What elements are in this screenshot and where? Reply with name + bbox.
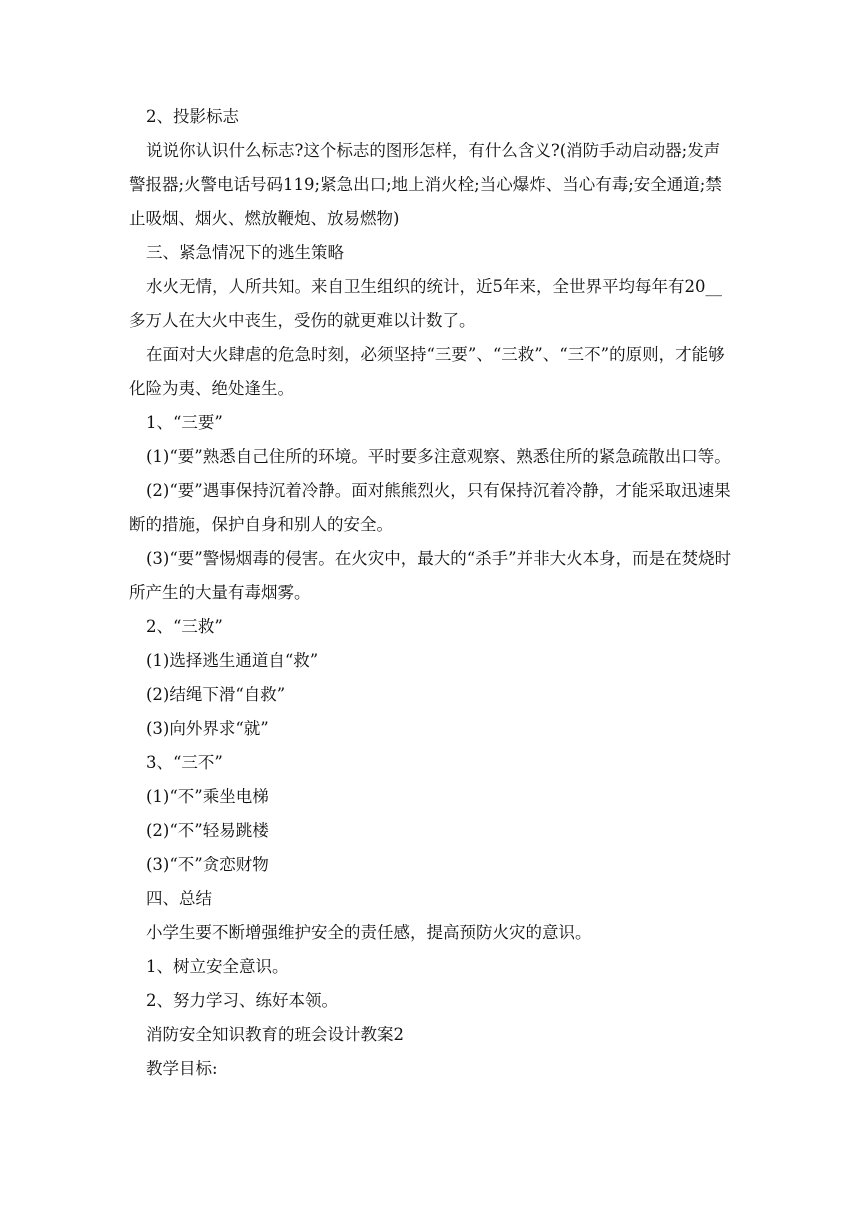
list-item-rescue-2: (2)结绳下滑“自救” <box>146 685 286 704</box>
list-item-must-3: (3)“要”警惕烟毒的侵害。在火灾中，最大的“杀手”并非大火本身，而是在焚烧时所产生的大量有毒烟雾。 <box>129 549 732 602</box>
heading-teaching-goals: 教学目标: <box>146 1059 218 1078</box>
list-item-rescue-3: (3)向外界求“就” <box>146 719 269 738</box>
heading-projection-signs: 2、投影标志 <box>146 107 239 126</box>
list-item-must-2: (2)“要”遇事保持沉着冷静。面对熊熊烈火，只有保持沉着冷静，才能采取迅速果断的措施，保护自身和别人的安全。 <box>129 481 731 534</box>
heading-three-donts: 3、“三不” <box>146 753 223 772</box>
heading-escape-strategy: 三、紧急情况下的逃生策略 <box>146 243 344 262</box>
heading-three-musts: 1、“三要” <box>146 413 223 432</box>
paragraph-sign-discussion: 说说你认识什么标志?这个标志的图形怎样，有什么含义?(消防手动启动器;发声警报器;火警电话号码119;紧急出口;地上消火栓;当心爆炸、当心有毒;安全通道;禁止吸烟、烟火、燃放鞭炮、放易燃物) <box>129 141 722 228</box>
list-item-dont-1: (1)“不”乘坐电梯 <box>146 787 269 806</box>
summary-item-1: 1、树立安全意识。 <box>146 957 289 976</box>
paragraph-principles: 在面对大火肆虐的危急时刻，必须坚持“三要”、“三救”、“三不”的原则，才能够化险为夷、绝处逢生。 <box>129 345 725 398</box>
list-item-must-1: (1)“要”熟悉自己住所的环境。平时要多注意观察、熟悉住所的紧急疏散出口等。 <box>146 447 731 466</box>
list-item-dont-3: (3)“不”贪恋财物 <box>146 855 269 874</box>
list-item-dont-2: (2)“不”轻易跳楼 <box>146 821 269 840</box>
list-item-rescue-1: (1)选择逃生通道自“救” <box>146 651 319 670</box>
paragraph-summary: 小学生要不断增强维护安全的责任感，提高预防火灾的意识。 <box>146 923 592 942</box>
summary-item-2: 2、努力学习、练好本领。 <box>146 991 338 1010</box>
heading-three-rescues: 2、“三救” <box>146 617 223 636</box>
heading-summary: 四、总结 <box>146 889 212 908</box>
document-body <box>129 100 733 1086</box>
section-title-lesson-plan-2: 消防安全知识教育的班会设计教案2 <box>146 1025 404 1044</box>
paragraph-fire-statistics: 水火无情，人所共知。来自卫生组织的统计，近5年来，全世界平均每年有20__多万人在大火中丧生，受伤的就更难以计数了。 <box>129 277 722 330</box>
